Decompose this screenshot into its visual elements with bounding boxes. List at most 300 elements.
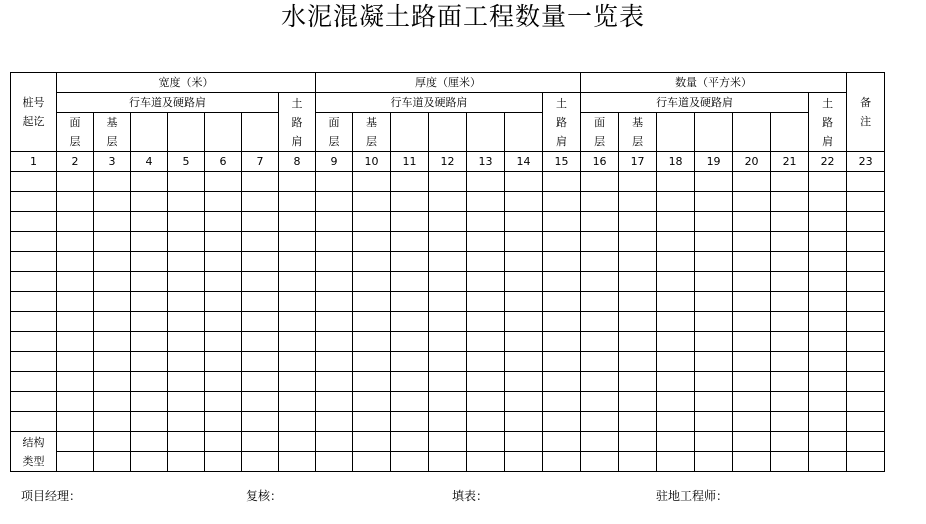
- table-cell[interactable]: [733, 212, 771, 232]
- table-cell[interactable]: [657, 232, 695, 252]
- table-cell[interactable]: [809, 332, 847, 352]
- table-cell[interactable]: [543, 312, 581, 332]
- table-cell[interactable]: [467, 232, 505, 252]
- table-cell[interactable]: [543, 412, 581, 432]
- table-cell[interactable]: [467, 412, 505, 432]
- table-cell[interactable]: [619, 392, 657, 412]
- table-cell[interactable]: [581, 412, 619, 432]
- table-cell[interactable]: [505, 352, 543, 372]
- table-cell[interactable]: [11, 172, 57, 192]
- table-cell[interactable]: [771, 372, 809, 392]
- table-cell[interactable]: [505, 412, 543, 432]
- table-cell[interactable]: [429, 452, 467, 472]
- table-cell[interactable]: [316, 412, 353, 432]
- table-cell[interactable]: [619, 372, 657, 392]
- table-cell[interactable]: [353, 172, 391, 192]
- table-cell[interactable]: [581, 212, 619, 232]
- table-cell[interactable]: [11, 192, 57, 212]
- table-cell[interactable]: [353, 192, 391, 212]
- table-cell[interactable]: [94, 192, 131, 212]
- table-cell[interactable]: [657, 392, 695, 412]
- table-cell[interactable]: [242, 292, 279, 312]
- table-cell[interactable]: [771, 332, 809, 352]
- table-cell[interactable]: [11, 392, 57, 412]
- table-cell[interactable]: [847, 332, 885, 352]
- table-cell[interactable]: [809, 212, 847, 232]
- table-cell[interactable]: [543, 432, 581, 452]
- table-cell[interactable]: [771, 252, 809, 272]
- table-cell[interactable]: [242, 312, 279, 332]
- table-cell[interactable]: [131, 192, 168, 212]
- table-cell[interactable]: [205, 432, 242, 452]
- table-cell[interactable]: [168, 292, 205, 312]
- table-cell[interactable]: [242, 192, 279, 212]
- table-cell[interactable]: [733, 352, 771, 372]
- table-cell[interactable]: [391, 452, 429, 472]
- table-cell[interactable]: [11, 232, 57, 252]
- table-cell[interactable]: [695, 412, 733, 432]
- table-cell[interactable]: [205, 192, 242, 212]
- table-cell[interactable]: [131, 332, 168, 352]
- table-cell[interactable]: [809, 312, 847, 332]
- table-cell[interactable]: [619, 432, 657, 452]
- table-cell[interactable]: [581, 352, 619, 372]
- table-cell[interactable]: [391, 372, 429, 392]
- table-cell[interactable]: [847, 392, 885, 412]
- table-cell[interactable]: [695, 432, 733, 452]
- table-cell[interactable]: [242, 252, 279, 272]
- table-cell[interactable]: [467, 292, 505, 312]
- table-cell[interactable]: [809, 192, 847, 212]
- table-cell[interactable]: [94, 252, 131, 272]
- table-cell[interactable]: [131, 452, 168, 472]
- table-cell[interactable]: [94, 332, 131, 352]
- table-cell[interactable]: [657, 312, 695, 332]
- table-cell[interactable]: [619, 452, 657, 472]
- table-cell[interactable]: [353, 452, 391, 472]
- table-cell[interactable]: [771, 312, 809, 332]
- table-cell[interactable]: [733, 332, 771, 352]
- table-cell[interactable]: [131, 232, 168, 252]
- table-cell[interactable]: [581, 172, 619, 192]
- table-cell[interactable]: [733, 432, 771, 452]
- table-cell[interactable]: [429, 252, 467, 272]
- table-cell[interactable]: [279, 412, 316, 432]
- table-cell[interactable]: [733, 412, 771, 432]
- table-cell[interactable]: [11, 272, 57, 292]
- table-cell[interactable]: [168, 252, 205, 272]
- table-cell[interactable]: [316, 332, 353, 352]
- table-cell[interactable]: [505, 392, 543, 412]
- table-cell[interactable]: [733, 392, 771, 412]
- table-cell[interactable]: [391, 332, 429, 352]
- table-cell[interactable]: [505, 452, 543, 472]
- table-cell[interactable]: [543, 352, 581, 372]
- table-cell[interactable]: [279, 392, 316, 412]
- table-cell[interactable]: [94, 392, 131, 412]
- table-cell[interactable]: [657, 372, 695, 392]
- table-cell[interactable]: [57, 292, 94, 312]
- table-cell[interactable]: [11, 332, 57, 352]
- table-cell[interactable]: [847, 192, 885, 212]
- table-cell[interactable]: [353, 212, 391, 232]
- table-cell[interactable]: [581, 392, 619, 412]
- table-cell[interactable]: [242, 432, 279, 452]
- table-cell[interactable]: [543, 272, 581, 292]
- table-cell[interactable]: [429, 412, 467, 432]
- table-cell[interactable]: [657, 272, 695, 292]
- table-cell[interactable]: [242, 332, 279, 352]
- table-cell[interactable]: [771, 292, 809, 312]
- table-cell[interactable]: [279, 372, 316, 392]
- table-cell[interactable]: [695, 232, 733, 252]
- table-cell[interactable]: [543, 372, 581, 392]
- table-cell[interactable]: [279, 292, 316, 312]
- table-cell[interactable]: [581, 332, 619, 352]
- table-cell[interactable]: [57, 252, 94, 272]
- table-cell[interactable]: [543, 452, 581, 472]
- table-cell[interactable]: [695, 172, 733, 192]
- table-cell[interactable]: [505, 232, 543, 252]
- table-cell[interactable]: [353, 232, 391, 252]
- table-cell[interactable]: [242, 212, 279, 232]
- table-cell[interactable]: [168, 352, 205, 372]
- table-cell[interactable]: [11, 212, 57, 232]
- table-cell[interactable]: [131, 292, 168, 312]
- table-cell[interactable]: [733, 232, 771, 252]
- table-cell[interactable]: [581, 252, 619, 272]
- table-cell[interactable]: [205, 272, 242, 292]
- table-cell[interactable]: [391, 312, 429, 332]
- table-cell[interactable]: [429, 312, 467, 332]
- table-cell[interactable]: [205, 392, 242, 412]
- table-cell[interactable]: [505, 372, 543, 392]
- table-cell[interactable]: [505, 212, 543, 232]
- table-cell[interactable]: [391, 292, 429, 312]
- table-cell[interactable]: [242, 412, 279, 432]
- table-cell[interactable]: [505, 192, 543, 212]
- table-cell[interactable]: [131, 372, 168, 392]
- table-cell[interactable]: [429, 292, 467, 312]
- table-cell[interactable]: [316, 432, 353, 452]
- table-cell[interactable]: [771, 412, 809, 432]
- table-cell[interactable]: [391, 172, 429, 192]
- table-cell[interactable]: [131, 172, 168, 192]
- table-cell[interactable]: [279, 432, 316, 452]
- table-cell[interactable]: [809, 232, 847, 252]
- table-cell[interactable]: [316, 232, 353, 252]
- table-cell[interactable]: [657, 332, 695, 352]
- table-cell[interactable]: [581, 432, 619, 452]
- table-cell[interactable]: [429, 392, 467, 412]
- table-cell[interactable]: [543, 252, 581, 272]
- table-cell[interactable]: [429, 352, 467, 372]
- table-cell[interactable]: [619, 192, 657, 212]
- table-cell[interactable]: [242, 372, 279, 392]
- table-cell[interactable]: [581, 312, 619, 332]
- table-cell[interactable]: [847, 432, 885, 452]
- table-cell[interactable]: [619, 252, 657, 272]
- table-cell[interactable]: [391, 252, 429, 272]
- table-cell[interactable]: [733, 452, 771, 472]
- table-cell[interactable]: [809, 432, 847, 452]
- table-cell[interactable]: [467, 272, 505, 292]
- table-cell[interactable]: [695, 292, 733, 312]
- table-cell[interactable]: [316, 192, 353, 212]
- table-cell[interactable]: [94, 232, 131, 252]
- table-cell[interactable]: [353, 312, 391, 332]
- table-cell[interactable]: [581, 292, 619, 312]
- table-cell[interactable]: [657, 292, 695, 312]
- table-cell[interactable]: [205, 332, 242, 352]
- table-cell[interactable]: [695, 332, 733, 352]
- table-cell[interactable]: [581, 272, 619, 292]
- table-cell[interactable]: [695, 192, 733, 212]
- table-cell[interactable]: [242, 272, 279, 292]
- table-cell[interactable]: [847, 172, 885, 192]
- table-cell[interactable]: [391, 392, 429, 412]
- table-cell[interactable]: [316, 312, 353, 332]
- table-cell[interactable]: [809, 292, 847, 312]
- table-cell[interactable]: [619, 172, 657, 192]
- table-cell[interactable]: [543, 392, 581, 412]
- table-cell[interactable]: [581, 452, 619, 472]
- table-cell[interactable]: [131, 312, 168, 332]
- table-cell[interactable]: [279, 192, 316, 212]
- table-cell[interactable]: [353, 272, 391, 292]
- table-cell[interactable]: [733, 372, 771, 392]
- table-cell[interactable]: [771, 432, 809, 452]
- table-cell[interactable]: [809, 172, 847, 192]
- table-cell[interactable]: [205, 172, 242, 192]
- table-cell[interactable]: [168, 172, 205, 192]
- table-cell[interactable]: [619, 352, 657, 372]
- table-cell[interactable]: [733, 292, 771, 312]
- table-cell[interactable]: [733, 272, 771, 292]
- table-cell[interactable]: [57, 392, 94, 412]
- table-cell[interactable]: [316, 392, 353, 412]
- table-cell[interactable]: [353, 372, 391, 392]
- table-cell[interactable]: [279, 232, 316, 252]
- table-cell[interactable]: [57, 232, 94, 252]
- table-cell[interactable]: [168, 272, 205, 292]
- table-cell[interactable]: [429, 432, 467, 452]
- table-cell[interactable]: [695, 392, 733, 412]
- table-cell[interactable]: [771, 272, 809, 292]
- table-cell[interactable]: [847, 452, 885, 472]
- table-cell[interactable]: [94, 172, 131, 192]
- table-cell[interactable]: [316, 212, 353, 232]
- table-cell[interactable]: [391, 272, 429, 292]
- table-cell[interactable]: [619, 332, 657, 352]
- table-cell[interactable]: [619, 292, 657, 312]
- table-cell[interactable]: [131, 212, 168, 232]
- table-cell[interactable]: [279, 252, 316, 272]
- table-cell[interactable]: [695, 352, 733, 372]
- table-cell[interactable]: [733, 252, 771, 272]
- table-cell[interactable]: [695, 272, 733, 292]
- table-cell[interactable]: [429, 372, 467, 392]
- table-cell[interactable]: [94, 292, 131, 312]
- table-cell[interactable]: [505, 312, 543, 332]
- table-cell[interactable]: [581, 192, 619, 212]
- table-cell[interactable]: [391, 432, 429, 452]
- table-cell[interactable]: [279, 312, 316, 332]
- table-cell[interactable]: [205, 452, 242, 472]
- table-cell[interactable]: [543, 192, 581, 212]
- table-cell[interactable]: [57, 372, 94, 392]
- table-cell[interactable]: [205, 352, 242, 372]
- table-cell[interactable]: [242, 352, 279, 372]
- table-cell[interactable]: [505, 332, 543, 352]
- table-cell[interactable]: [168, 212, 205, 232]
- table-cell[interactable]: [279, 212, 316, 232]
- table-cell[interactable]: [467, 332, 505, 352]
- table-cell[interactable]: [11, 352, 57, 372]
- table-cell[interactable]: [353, 412, 391, 432]
- table-cell[interactable]: [57, 432, 94, 452]
- table-cell[interactable]: [11, 412, 57, 432]
- table-cell[interactable]: [771, 352, 809, 372]
- table-cell[interactable]: [242, 232, 279, 252]
- table-cell[interactable]: [279, 172, 316, 192]
- table-cell[interactable]: [695, 312, 733, 332]
- table-cell[interactable]: [353, 332, 391, 352]
- table-cell[interactable]: [771, 232, 809, 252]
- table-cell[interactable]: [94, 352, 131, 372]
- table-cell[interactable]: [353, 392, 391, 412]
- table-cell[interactable]: [57, 212, 94, 232]
- table-cell[interactable]: [847, 352, 885, 372]
- table-cell[interactable]: [11, 312, 57, 332]
- table-cell[interactable]: [657, 432, 695, 452]
- table-cell[interactable]: [131, 392, 168, 412]
- table-cell[interactable]: [695, 252, 733, 272]
- table-cell[interactable]: [168, 312, 205, 332]
- table-cell[interactable]: [316, 172, 353, 192]
- table-cell[interactable]: [94, 432, 131, 452]
- table-cell[interactable]: [657, 172, 695, 192]
- table-cell[interactable]: [657, 212, 695, 232]
- table-cell[interactable]: [168, 192, 205, 212]
- table-cell[interactable]: [168, 392, 205, 412]
- table-cell[interactable]: [429, 332, 467, 352]
- table-cell[interactable]: [771, 172, 809, 192]
- table-cell[interactable]: [429, 212, 467, 232]
- table-cell[interactable]: [847, 292, 885, 312]
- table-cell[interactable]: [242, 452, 279, 472]
- table-cell[interactable]: [657, 412, 695, 432]
- table-cell[interactable]: [505, 432, 543, 452]
- table-cell[interactable]: [543, 232, 581, 252]
- table-cell[interactable]: [505, 272, 543, 292]
- table-cell[interactable]: [733, 192, 771, 212]
- table-cell[interactable]: [316, 272, 353, 292]
- table-cell[interactable]: [131, 412, 168, 432]
- table-cell[interactable]: [353, 252, 391, 272]
- table-cell[interactable]: [581, 372, 619, 392]
- table-cell[interactable]: [847, 232, 885, 252]
- table-cell[interactable]: [168, 332, 205, 352]
- table-cell[interactable]: [279, 352, 316, 372]
- table-cell[interactable]: [695, 212, 733, 232]
- table-cell[interactable]: [11, 372, 57, 392]
- table-cell[interactable]: [505, 252, 543, 272]
- table-cell[interactable]: [505, 172, 543, 192]
- table-cell[interactable]: [429, 272, 467, 292]
- table-cell[interactable]: [847, 372, 885, 392]
- table-cell[interactable]: [11, 292, 57, 312]
- table-cell[interactable]: [131, 352, 168, 372]
- table-cell[interactable]: [809, 452, 847, 472]
- table-cell[interactable]: [391, 212, 429, 232]
- table-cell[interactable]: [809, 392, 847, 412]
- table-cell[interactable]: [543, 172, 581, 192]
- table-cell[interactable]: [131, 432, 168, 452]
- table-cell[interactable]: [205, 372, 242, 392]
- table-cell[interactable]: [809, 252, 847, 272]
- table-cell[interactable]: [131, 272, 168, 292]
- table-cell[interactable]: [809, 372, 847, 392]
- table-cell[interactable]: [467, 252, 505, 272]
- table-cell[interactable]: [316, 372, 353, 392]
- table-cell[interactable]: [657, 352, 695, 372]
- table-cell[interactable]: [168, 232, 205, 252]
- table-cell[interactable]: [316, 252, 353, 272]
- table-cell[interactable]: [131, 252, 168, 272]
- table-cell[interactable]: [391, 192, 429, 212]
- table-cell[interactable]: [353, 432, 391, 452]
- table-cell[interactable]: [353, 352, 391, 372]
- table-cell[interactable]: [467, 372, 505, 392]
- table-cell[interactable]: [657, 452, 695, 472]
- table-cell[interactable]: [657, 252, 695, 272]
- table-cell[interactable]: [205, 212, 242, 232]
- table-cell[interactable]: [543, 292, 581, 312]
- table-cell[interactable]: [94, 212, 131, 232]
- table-cell[interactable]: [809, 412, 847, 432]
- table-cell[interactable]: [771, 192, 809, 212]
- table-cell[interactable]: [771, 212, 809, 232]
- table-cell[interactable]: [316, 352, 353, 372]
- table-cell[interactable]: [316, 452, 353, 472]
- table-cell[interactable]: [94, 272, 131, 292]
- table-cell[interactable]: [205, 232, 242, 252]
- table-cell[interactable]: [205, 412, 242, 432]
- table-cell[interactable]: [581, 232, 619, 252]
- table-cell[interactable]: [353, 292, 391, 312]
- table-cell[interactable]: [279, 452, 316, 472]
- table-cell[interactable]: [57, 312, 94, 332]
- table-cell[interactable]: [316, 292, 353, 312]
- table-cell[interactable]: [94, 412, 131, 432]
- table-cell[interactable]: [771, 392, 809, 412]
- table-cell[interactable]: [205, 312, 242, 332]
- table-cell[interactable]: [467, 172, 505, 192]
- table-cell[interactable]: [695, 372, 733, 392]
- table-cell[interactable]: [467, 432, 505, 452]
- table-cell[interactable]: [168, 372, 205, 392]
- table-cell[interactable]: [57, 452, 94, 472]
- table-cell[interactable]: [467, 392, 505, 412]
- table-cell[interactable]: [733, 172, 771, 192]
- table-cell[interactable]: [279, 272, 316, 292]
- table-cell[interactable]: [57, 192, 94, 212]
- table-cell[interactable]: [847, 212, 885, 232]
- table-cell[interactable]: [168, 412, 205, 432]
- table-cell[interactable]: [57, 172, 94, 192]
- table-cell[interactable]: [429, 232, 467, 252]
